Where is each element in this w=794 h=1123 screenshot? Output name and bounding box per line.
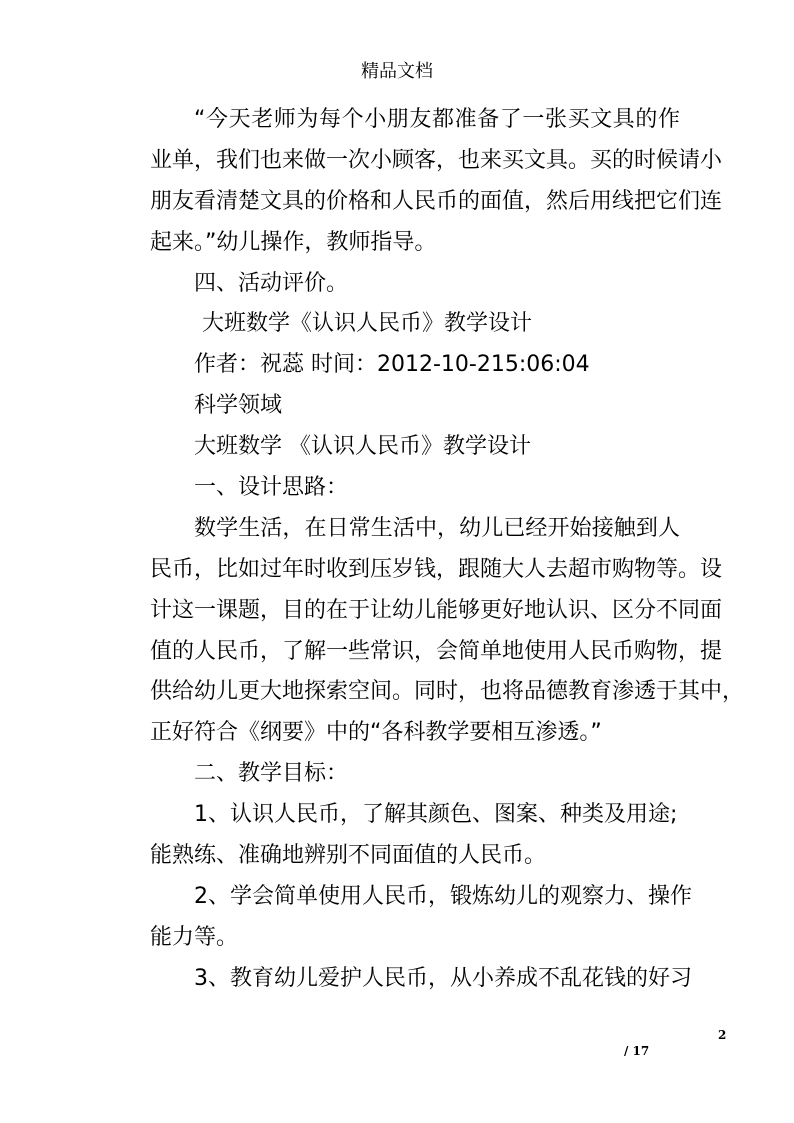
paragraph-line: 业单，我们也来做一次小顾客，也来买文具。买的时候请小	[150, 147, 723, 173]
paragraph-line: 能熟练、准确地辨别不同面值的人民币。	[150, 843, 547, 869]
section-heading: 二、教学目标：	[194, 761, 349, 787]
paragraph-line: 数学生活，在日常生活中，幼儿已经开始接触到人	[194, 515, 680, 541]
design-title: 大班数学 《认识人民币》教学设计	[194, 434, 531, 460]
paragraph-line: 正好符合《纲要》中的“各科教学要相互渗透。”	[150, 720, 602, 746]
article-title: 大班数学《认识人民币》教学设计	[202, 311, 533, 337]
section-heading: 一、设计思路：	[194, 475, 349, 501]
paragraph-line: 起来。”幼儿操作，教师指导。	[150, 229, 437, 255]
list-item: 3、教育幼儿爱护人民币，从小养成不乱花钱的好习	[194, 965, 692, 991]
page-number: 2	[718, 1028, 727, 1042]
paragraph-line: 供给幼儿更大地探索空间。同时，也将品德教育渗透于其中，	[150, 679, 745, 705]
author-time-line: 作者：祝蕊 时间：2012-10-215:06:04	[194, 352, 590, 378]
subject-area: 科学领域	[194, 393, 283, 419]
list-item: 1、认识人民币，了解其颜色、图案、种类及用途;	[194, 802, 678, 828]
section-heading: 四、活动评价。	[194, 270, 349, 296]
paragraph-line: 计这一课题，目的在于让幼儿能够更好地认识、区分不同面	[150, 597, 723, 623]
list-item: 2、学会简单使用人民币，锻炼幼儿的观察力、操作	[194, 883, 692, 909]
page-total: / 17	[624, 1044, 650, 1058]
paragraph-line: 民币，比如过年时收到压岁钱，跟随大人去超市购物等。设	[150, 556, 723, 582]
paragraph-line: 值的人民币，了解一些常识，会简单地使用人民币购物，提	[150, 638, 723, 664]
paragraph-line: 能力等。	[150, 924, 239, 950]
paragraph-line: 朋友看清楚文具的价格和人民币的面值，然后用线把它们连	[150, 188, 723, 214]
document-header-title: 精品文档	[361, 61, 433, 82]
paragraph-line: “今天老师为每个小朋友都准备了一张买文具的作	[194, 107, 680, 132]
document-body	[150, 100, 745, 1000]
